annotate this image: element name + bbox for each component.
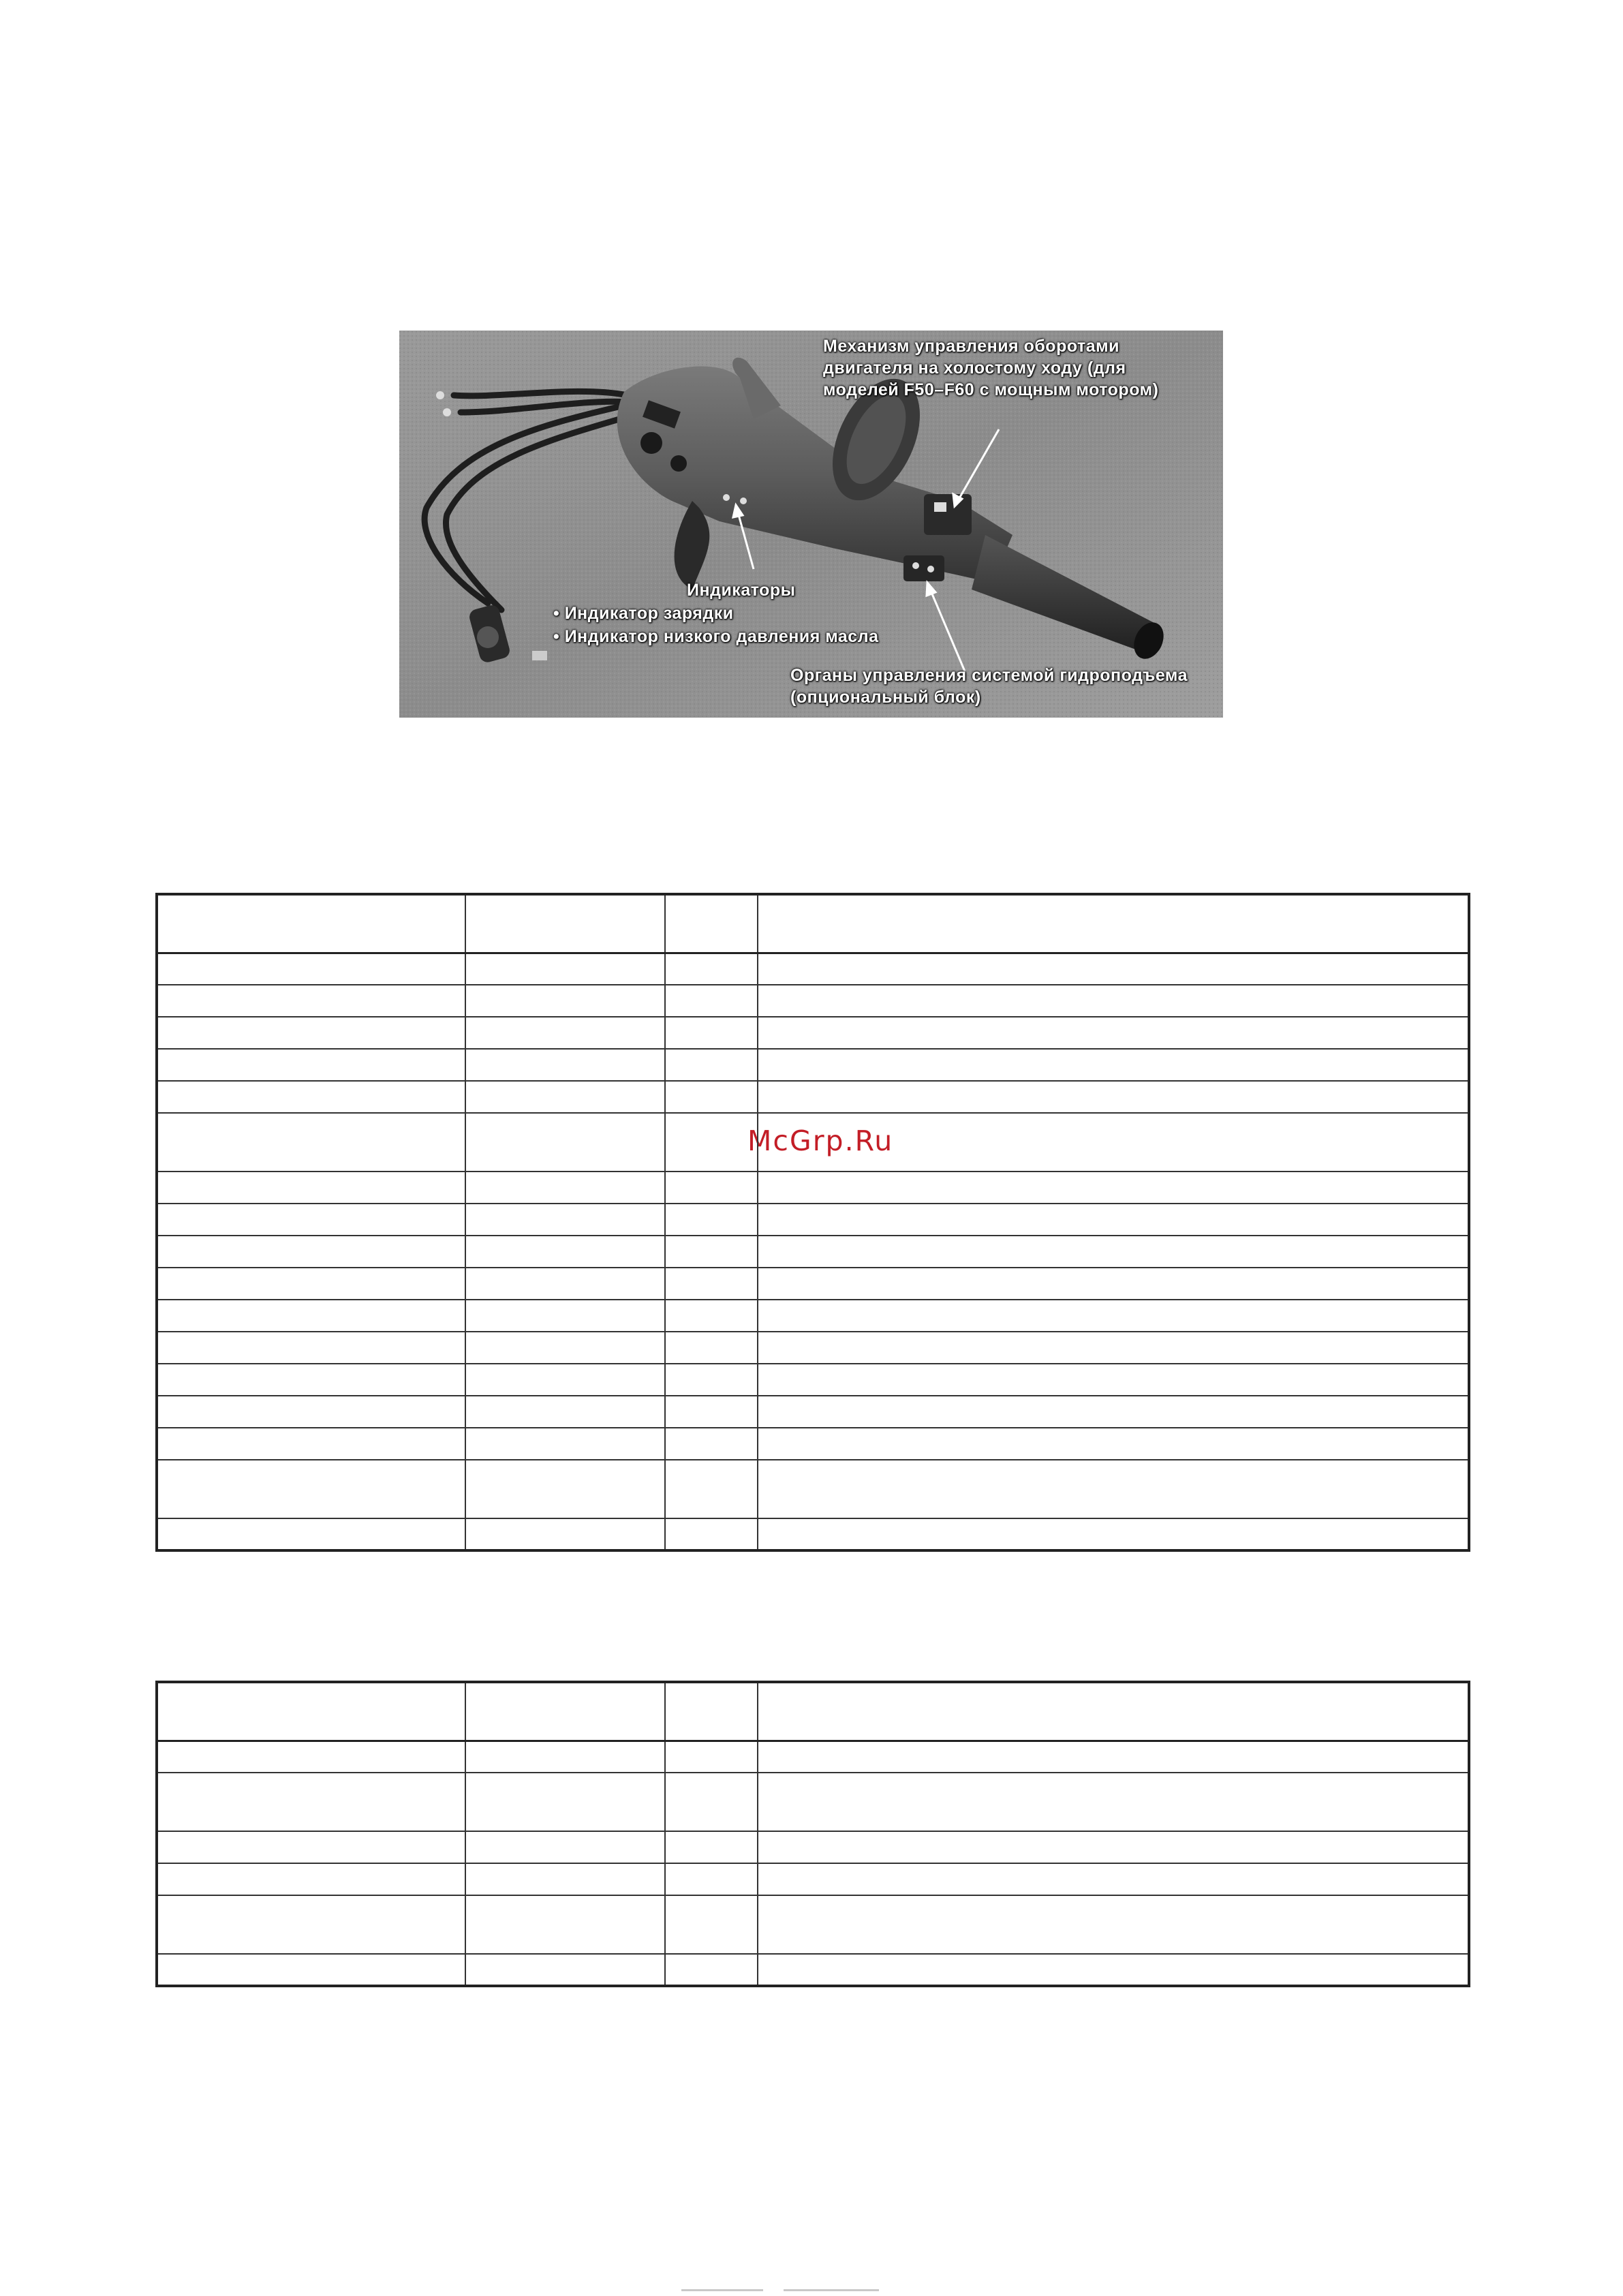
cell (465, 1268, 665, 1300)
indicators-callout-item-charge: • Индикатор зарядки (553, 604, 734, 623)
table-row (157, 1017, 1469, 1049)
table-row (157, 1428, 1469, 1460)
cell (157, 1081, 465, 1113)
cell (758, 1428, 1469, 1460)
cell (157, 1017, 465, 1049)
indicators-callout-title: Индикаторы (687, 581, 796, 600)
cell (465, 1863, 665, 1895)
cell (157, 953, 465, 985)
cell (758, 1863, 1469, 1895)
cell (465, 1428, 665, 1460)
spec-table-1 (155, 893, 1470, 1552)
cell (465, 1954, 665, 1986)
cell (465, 1364, 665, 1396)
cell (758, 1460, 1469, 1518)
cell (157, 1741, 465, 1773)
cell (665, 1460, 758, 1518)
cell (465, 1518, 665, 1550)
cell (157, 1113, 465, 1172)
cell (465, 1332, 665, 1364)
header-cell (758, 1682, 1469, 1741)
table-row (157, 1204, 1469, 1236)
cell (665, 1831, 758, 1863)
header-cell (665, 1682, 758, 1741)
cell (465, 1460, 665, 1518)
cell (157, 1895, 465, 1954)
cell (157, 1863, 465, 1895)
table-header-row (157, 1682, 1469, 1741)
table-row (157, 1831, 1469, 1863)
cell (758, 1773, 1469, 1831)
cell (758, 1396, 1469, 1428)
cell (465, 1741, 665, 1773)
cell (758, 1049, 1469, 1081)
cell (758, 1364, 1469, 1396)
cell (157, 1396, 465, 1428)
header-cell (465, 1682, 665, 1741)
cell (758, 1081, 1469, 1113)
cell (758, 1204, 1469, 1236)
table-row (157, 1268, 1469, 1300)
cell (758, 1954, 1469, 1986)
cell (665, 1741, 758, 1773)
cell (465, 985, 665, 1017)
table-row (157, 1895, 1469, 1954)
indicators-callout-item-oil: • Индикатор низкого давления масла (553, 627, 879, 646)
cell (157, 1172, 465, 1204)
cell (157, 1518, 465, 1550)
cell (157, 985, 465, 1017)
cell (157, 1332, 465, 1364)
cell (758, 1268, 1469, 1300)
cell (665, 1773, 758, 1831)
cell (465, 1236, 665, 1268)
cell (758, 953, 1469, 985)
cell (465, 1113, 665, 1172)
cell (758, 985, 1469, 1017)
cell (758, 1172, 1469, 1204)
cell (665, 1332, 758, 1364)
watermark: McGrp.Ru (747, 1124, 894, 1157)
cell (758, 1113, 1469, 1172)
table-row (157, 1741, 1469, 1773)
cell (157, 1049, 465, 1081)
cell (665, 1364, 758, 1396)
cell (758, 1332, 1469, 1364)
table-row (157, 1364, 1469, 1396)
table-row (157, 1773, 1469, 1831)
cell (665, 1017, 758, 1049)
cell (665, 1204, 758, 1236)
cell (465, 1831, 665, 1863)
cell (157, 1300, 465, 1332)
cell (465, 1017, 665, 1049)
table-row (157, 1460, 1469, 1518)
cell (665, 1172, 758, 1204)
power-tilt-callout: Органы управления системой гидроподъема (опциональный блок) (790, 666, 1188, 707)
cell (465, 1300, 665, 1332)
cell (665, 1049, 758, 1081)
cell (157, 1428, 465, 1460)
cell (157, 1364, 465, 1396)
cell (465, 1172, 665, 1204)
table-row (157, 1236, 1469, 1268)
fast-idle-callout: Механизм управления оборотами двигателя на холостому ходу (для моделей F50–F60 с мощным мотором) (823, 337, 1159, 399)
cell (157, 1236, 465, 1268)
table-row (157, 1081, 1469, 1113)
table-row (157, 1396, 1469, 1428)
cell (157, 1954, 465, 1986)
cell (665, 1268, 758, 1300)
table-row (157, 1049, 1469, 1081)
cell (665, 1863, 758, 1895)
cell (157, 1268, 465, 1300)
cell (665, 953, 758, 985)
cell (665, 1396, 758, 1428)
cell (465, 1895, 665, 1954)
cell (157, 1460, 465, 1518)
cell (758, 1741, 1469, 1773)
spec-table-2 (155, 1681, 1470, 1987)
cell (465, 1396, 665, 1428)
footer-marks (681, 2288, 886, 2293)
table-row (157, 985, 1469, 1017)
cell (465, 1081, 665, 1113)
cell (157, 1204, 465, 1236)
cell (465, 1204, 665, 1236)
table-row (157, 1332, 1469, 1364)
cell (665, 1236, 758, 1268)
table-row (157, 1113, 1469, 1172)
cell (758, 1895, 1469, 1954)
cell (665, 1518, 758, 1550)
header-cell (758, 894, 1469, 953)
cell (665, 1954, 758, 1986)
cell (665, 1113, 758, 1172)
cell (758, 1518, 1469, 1550)
cell (758, 1236, 1469, 1268)
table-row (157, 953, 1469, 985)
cell (665, 1428, 758, 1460)
cell (157, 1831, 465, 1863)
header-cell (665, 894, 758, 953)
cell (758, 1017, 1469, 1049)
cell (665, 1895, 758, 1954)
cell (665, 1081, 758, 1113)
cell (157, 1773, 465, 1831)
table-row (157, 1518, 1469, 1550)
header-cell (157, 1682, 465, 1741)
table-row (157, 1300, 1469, 1332)
cell (465, 953, 665, 985)
cell (758, 1831, 1469, 1863)
cell (665, 1300, 758, 1332)
table-header-row (157, 894, 1469, 953)
cell (465, 1049, 665, 1081)
header-cell (465, 894, 665, 953)
table-row (157, 1954, 1469, 1986)
cell (758, 1300, 1469, 1332)
table-row (157, 1172, 1469, 1204)
header-cell (157, 894, 465, 953)
cell (665, 985, 758, 1017)
table-row (157, 1863, 1469, 1895)
cell (465, 1773, 665, 1831)
